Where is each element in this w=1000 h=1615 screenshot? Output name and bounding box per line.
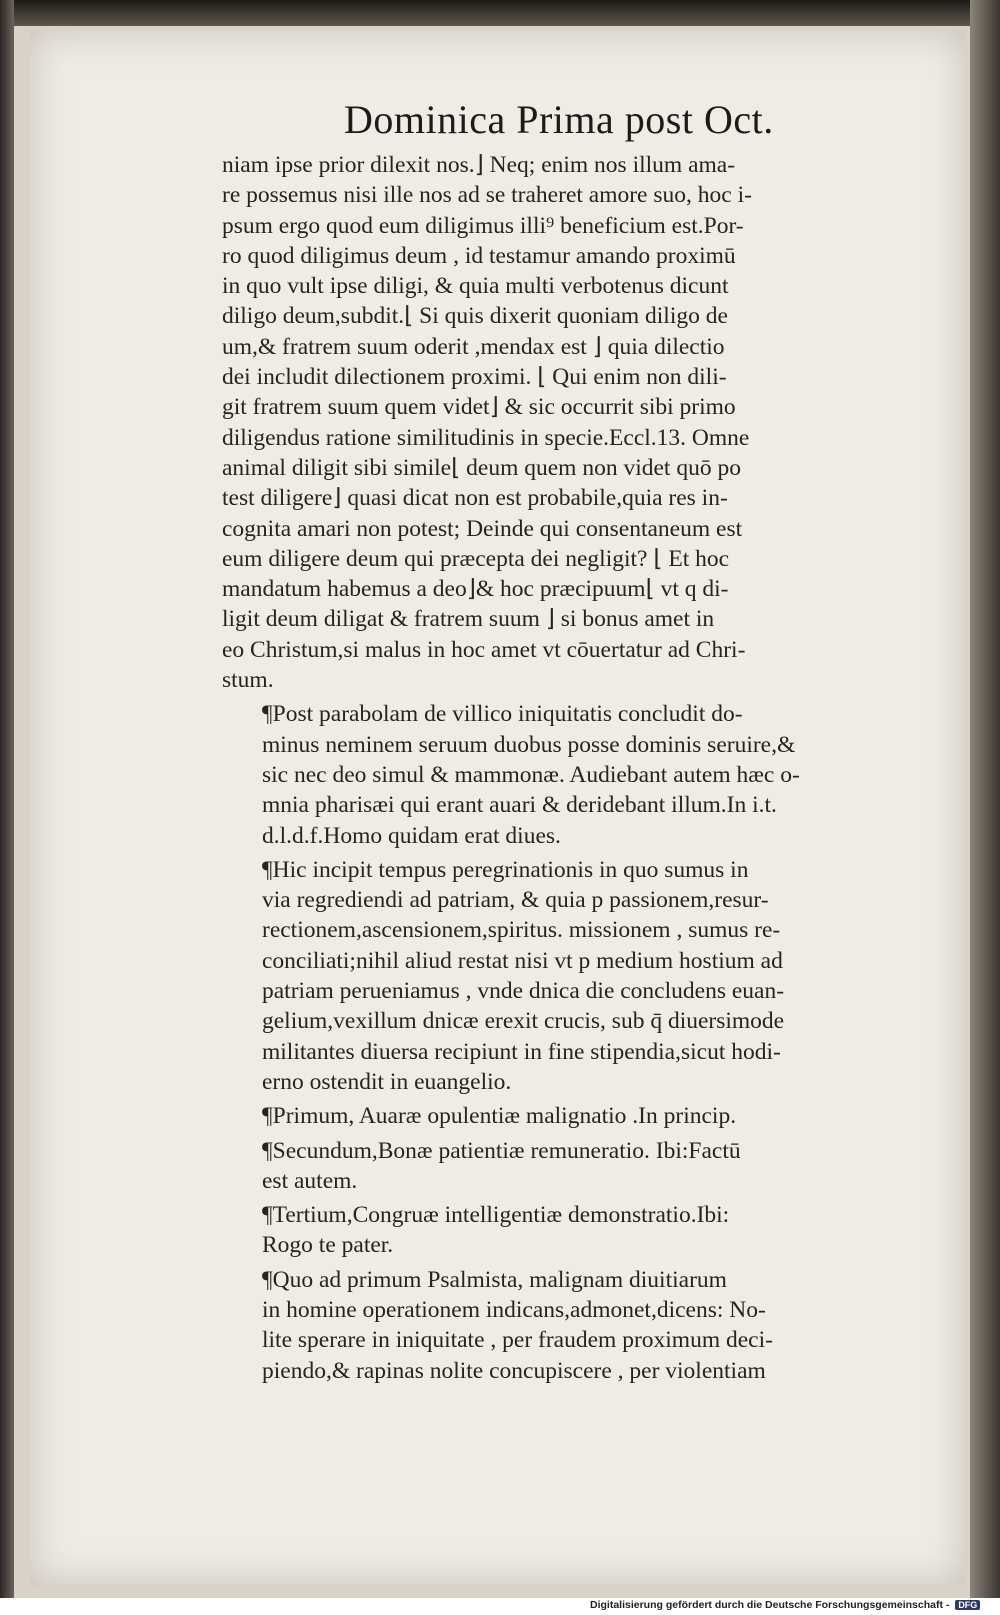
dfg-logo: DFG (955, 1600, 980, 1610)
scan-edge-right (970, 0, 1000, 1598)
running-title: Dominica Prima post Oct. (344, 97, 774, 142)
text-line: ¶Post parabolam de villico iniquitatis concludit do- (262, 701, 743, 728)
paragraph (222, 1136, 922, 1197)
digitization-credit (590, 1599, 980, 1611)
text-line: ¶Hic incipit tempus peregrinationis in quo sumus in (262, 856, 749, 883)
text-line: piendo,& rapinas nolite concupiscere , per violentiam (262, 1357, 766, 1384)
text-line: ro quod diligimus deum , id testamur amando proximū (222, 242, 736, 269)
text-line: sic nec deo simul & mammonæ. Audiebant autem hæc o- (262, 761, 800, 788)
text-line: rectionem,ascensionem,spiritus. missionem , sumus re- (262, 917, 781, 944)
paragraph (222, 699, 922, 850)
text-line: via regrediendi ad patriam, & quia p passionem,resur- (262, 887, 769, 914)
text-line: mnia pharisæi qui erant auari & deridebant illum.In i.t. (262, 792, 777, 819)
text-line: est autem. (262, 1167, 358, 1194)
text-line: dei includit dilectionem proximi. ⌊ Qui enim non dili- (222, 364, 727, 391)
scan-edge-top (0, 0, 1000, 26)
paragraph (222, 1101, 922, 1131)
text-line: ¶Tertium,Congruæ intelligentiæ demonstratio.Ibi: (262, 1202, 730, 1229)
text-line: d.l.d.f.Homo quidam erat diues. (262, 822, 561, 849)
text-line: ¶Primum, Auaræ opulentiæ malignatio .In princip. (262, 1103, 737, 1130)
text-line: niam ipse prior dilexit nos.⌋ Neq; enim nos illum ama- (222, 152, 736, 178)
text-line: ¶Secundum,Bonæ patientiæ remuneratio. Ibi:Factū (262, 1137, 741, 1164)
text-line: git fratrem suum quem videt⌋ & sic occurrit sibi primo (222, 394, 736, 421)
text-line: ¶Quo ad primum Psalmista, malignam diuitiarum (262, 1266, 727, 1293)
paragraph (222, 150, 922, 695)
text-line: psum ergo quod eum diligimus illi⁹ beneficium est.Por- (222, 212, 744, 239)
text-line: eo Christum,si malus in hoc amet vt cōuertatur ad Chri- (222, 636, 746, 663)
text-line: in quo vult ipse diligi, & quia multi verbotenus dicunt (222, 273, 729, 300)
paragraph (222, 855, 922, 1097)
text-line: cognita amari non potest; Deinde qui consentaneum est (222, 515, 743, 542)
text-line: diligo deum,subdit.⌊ Si quis dixerit quoniam diligo de (222, 303, 728, 330)
text-line: in homine operationem indicans,admonet,dicens: No- (262, 1296, 766, 1323)
text-line: eum diligere deum qui præcepta dei negligit? ⌊ Et hoc (222, 545, 730, 572)
text-line: lite sperare in iniquitate , per fraudem proximum deci- (262, 1327, 773, 1354)
text-line: minus neminem seruum duobus posse dominis seruire,& (262, 731, 796, 758)
text-line: ligit deum diligat & fratrem suum ⌋ si bonus amet in (222, 606, 715, 633)
text-line: militantes diuersa recipiunt in fine stipendia,sicut hodi- (262, 1038, 781, 1065)
text-line: test diligere⌋ quasi dicat non est probabile,quia res in- (222, 485, 728, 512)
text-line: erno ostendit in euangelio. (262, 1068, 512, 1095)
text-line: conciliati;nihil aliud restat nisi vt p medium hostium ad (262, 947, 783, 974)
text-line: diligendus ratione similitudinis in specie.Eccl.13. Omne (222, 424, 750, 451)
credit-text: Digitalisierung gefördert durch die Deutsche Forschungsgemeinschaft - (590, 1599, 950, 1611)
text-line: animal diligit sibi simile⌊ deum quem non videt quō po (222, 454, 741, 481)
page-body (222, 150, 922, 1390)
text-line: stum. (222, 667, 274, 694)
paragraph (222, 1200, 922, 1261)
paragraph (222, 1265, 922, 1386)
text-line: gelium,vexillum dnicæ erexit crucis, sub q̄ diuersimode (262, 1008, 785, 1035)
text-line: Rogo te pater. (262, 1232, 394, 1259)
scan-edge-left (0, 0, 14, 1598)
text-line: mandatum habemus a deo⌋& hoc præcipuum⌊ vt q di- (222, 576, 729, 603)
text-line: re possemus nisi ille nos ad se traheret amore suo, hoc i- (222, 182, 752, 209)
text-line: patriam perueniamus , vnde dnica die concludens euan- (262, 978, 785, 1005)
text-line: um,& fratrem suum oderit ,mendax est ⌋ quia dilectio (222, 333, 725, 360)
